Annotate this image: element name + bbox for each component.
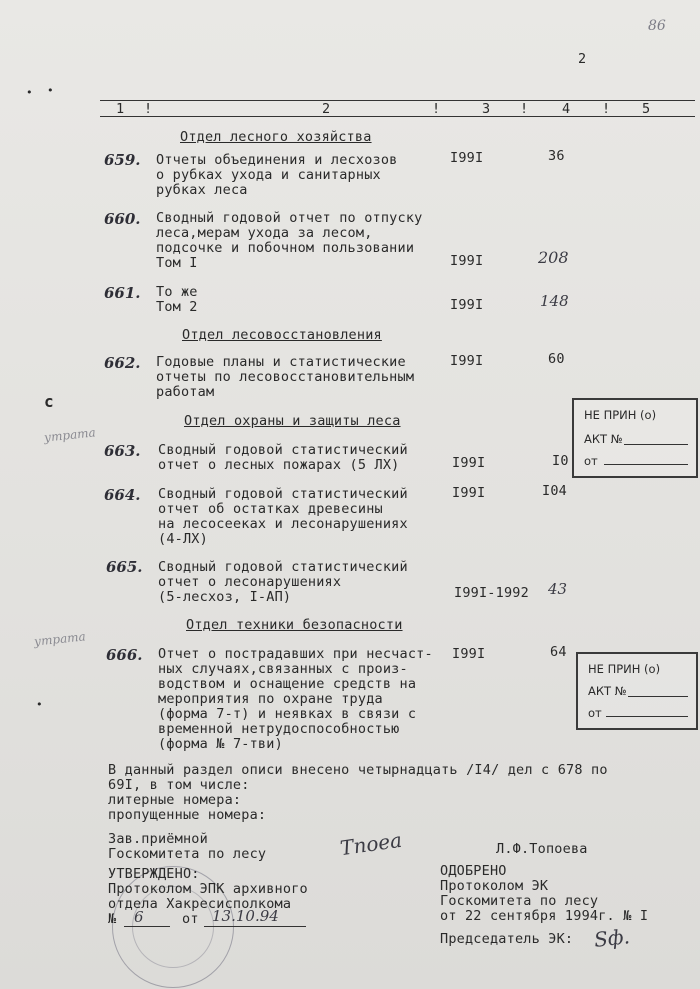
entry-sheet-count: I0	[552, 453, 569, 469]
entry-title-line: Том I	[156, 255, 198, 271]
entry-year: I99I	[450, 253, 484, 269]
entry-number: 662.	[104, 354, 141, 372]
entry-year: I99I	[452, 485, 486, 501]
signer-position: Госкомитета по лесу	[108, 846, 267, 862]
stamp-rule	[606, 716, 688, 717]
binding-mark: c	[44, 392, 54, 411]
entry-title-line: То же	[156, 284, 198, 300]
approval-line: Протоколом ЭПК архивного	[108, 881, 308, 897]
entry-sheet-count: 148	[540, 292, 569, 310]
entry-sheet-count: 64	[550, 644, 567, 660]
entry-title-line: Отчет о пострадавших при несчаст-	[158, 646, 433, 662]
page-number: 2	[578, 51, 587, 67]
entry-title-line: ных случаях,связанных с произ-	[158, 661, 408, 677]
signer-position: Зав.приёмной	[108, 831, 208, 847]
entry-title-line: отчет о лесонарушениях	[158, 574, 342, 590]
entry-year: I99I	[452, 455, 486, 471]
section-forestry: Отдел лесного хозяйства	[180, 129, 372, 145]
summary-line: литерные номера:	[108, 792, 242, 808]
entry-title-line: (форма 7-т) и неявках в связи с	[158, 706, 417, 722]
not-accepted-stamp	[572, 398, 698, 478]
column-header-1: 1	[116, 101, 125, 117]
protocol-number-rule	[124, 926, 170, 927]
stamp-rule	[628, 696, 688, 697]
entry-sheet-count: I04	[542, 483, 567, 499]
approval-line: отдела Хакресисполкома	[108, 896, 292, 912]
protocol-number-label: №	[108, 911, 117, 927]
entry-title-line: Сводный годовой статистический	[158, 559, 408, 575]
summary-line: 69I, в том числе:	[108, 777, 250, 793]
entry-sheet-count: 60	[548, 351, 565, 367]
stamp-act-label: АКТ №	[588, 684, 627, 698]
entry-title-line: отчет об остатках древесины	[158, 501, 383, 517]
protocol-date-rule	[204, 926, 306, 927]
approval-line: Госкомитета по лесу	[440, 893, 599, 909]
entry-title-line: (5-лесхоз, I-АП)	[158, 589, 292, 605]
stamp-date-label: от	[588, 706, 602, 720]
entry-sheet-count: 208	[538, 248, 569, 267]
entry-year: I99I-1992	[454, 585, 529, 601]
binding-mark: •	[36, 698, 43, 711]
entry-title-line: Годовые планы и статистические	[156, 354, 406, 370]
entry-title-line: Том 2	[156, 299, 198, 315]
entry-sheet-count: 43	[548, 580, 568, 598]
entry-title-line: (4-ЛХ)	[158, 531, 208, 547]
not-accepted-stamp	[576, 652, 698, 730]
entry-title-line: о рубках ухода и санитарных	[156, 167, 381, 183]
approval-line: Протоколом ЭК	[440, 878, 549, 894]
entry-number: 661.	[104, 284, 141, 302]
protocol-date: 13.10.94	[212, 907, 279, 925]
protocol-date-label: от	[182, 911, 199, 927]
column-divider: !	[520, 101, 529, 117]
column-divider: !	[144, 101, 153, 117]
column-header-2: 2	[322, 101, 331, 117]
entry-title-line: подсочке и побочном пользовании	[156, 240, 415, 256]
binding-mark: •	[26, 86, 33, 99]
entry-title-line: Сводный годовой отчет по отпуску	[156, 210, 423, 226]
column-divider: !	[432, 101, 441, 117]
section-protection: Отдел охраны и защиты леса	[184, 413, 401, 429]
entry-title-line: временной нетрудоспособностью	[158, 721, 400, 737]
entry-title-line: на лесосееках и лесонарушениях	[158, 516, 408, 532]
margin-note-loss: утрата	[43, 425, 97, 445]
column-header-5: 5	[642, 101, 651, 117]
entry-number: 659.	[104, 151, 141, 169]
approval-label: УТВЕРЖДЕНО:	[108, 866, 200, 882]
entry-year: I99I	[450, 150, 484, 166]
entry-title-line: отчет о лесных пожарах (5 ЛХ)	[158, 457, 400, 473]
entry-number: 665.	[106, 558, 143, 576]
entry-year: I99I	[452, 646, 486, 662]
stamp-date-label: от	[584, 454, 598, 468]
entry-title-line: леса,мерам ухода за лесом,	[156, 225, 373, 241]
section-reforestation: Отдел лесовосстановления	[182, 327, 382, 343]
stamp-title: НЕ ПРИН (о)	[588, 662, 661, 676]
stamp-title: НЕ ПРИН (о)	[584, 408, 657, 422]
entry-title-line: Сводный годовой статистический	[158, 442, 408, 458]
column-header-4: 4	[562, 101, 571, 117]
signer-name: Л.Ф.Топоева	[496, 841, 588, 857]
entry-year: I99I	[450, 353, 484, 369]
stamp-act-label: АКТ №	[584, 432, 623, 446]
chair-signature: Sф.	[592, 924, 631, 952]
binding-mark: •	[47, 84, 54, 97]
handwritten-signature: Тпоеа	[338, 827, 404, 861]
approval-label: ОДОБРЕНО	[440, 863, 507, 879]
approval-line: от 22 сентября 1994г. № I	[440, 908, 649, 924]
entry-year: I99I	[450, 297, 484, 313]
entry-title-line: Отчеты объединения и лесхозов	[156, 152, 398, 168]
margin-note-loss: утрата	[33, 629, 87, 649]
entry-title-line: водством и оснащение средств на	[158, 676, 417, 692]
entry-number: 663.	[104, 442, 141, 460]
corner-page-number: 86	[648, 18, 666, 34]
column-divider: !	[602, 101, 611, 117]
summary-line: пропущенные номера:	[108, 807, 267, 823]
protocol-number: 6	[134, 908, 144, 926]
entry-title-line: Сводный годовой статистический	[158, 486, 408, 502]
entry-title-line: (форма № 7-тви)	[158, 736, 283, 752]
summary-line: В данный раздел описи внесено четырнадцать /I4/ дел с 678 по	[108, 762, 608, 778]
commission-chair-label: Председатель ЭК:	[440, 931, 574, 947]
entry-number: 666.	[106, 646, 143, 664]
entry-title-line: рубках леса	[156, 182, 248, 198]
stamp-rule	[624, 444, 688, 445]
entry-sheet-count: 36	[548, 148, 565, 164]
section-safety: Отдел техники безопасности	[186, 617, 403, 633]
entry-title-line: отчеты по лесовосстановительным	[156, 369, 415, 385]
entry-number: 660.	[104, 210, 141, 228]
entry-title-line: работам	[156, 384, 215, 400]
stamp-rule	[604, 464, 688, 465]
column-header-3: 3	[482, 101, 491, 117]
entry-number: 664.	[104, 486, 141, 504]
entry-title-line: мероприятия по охране труда	[158, 691, 383, 707]
